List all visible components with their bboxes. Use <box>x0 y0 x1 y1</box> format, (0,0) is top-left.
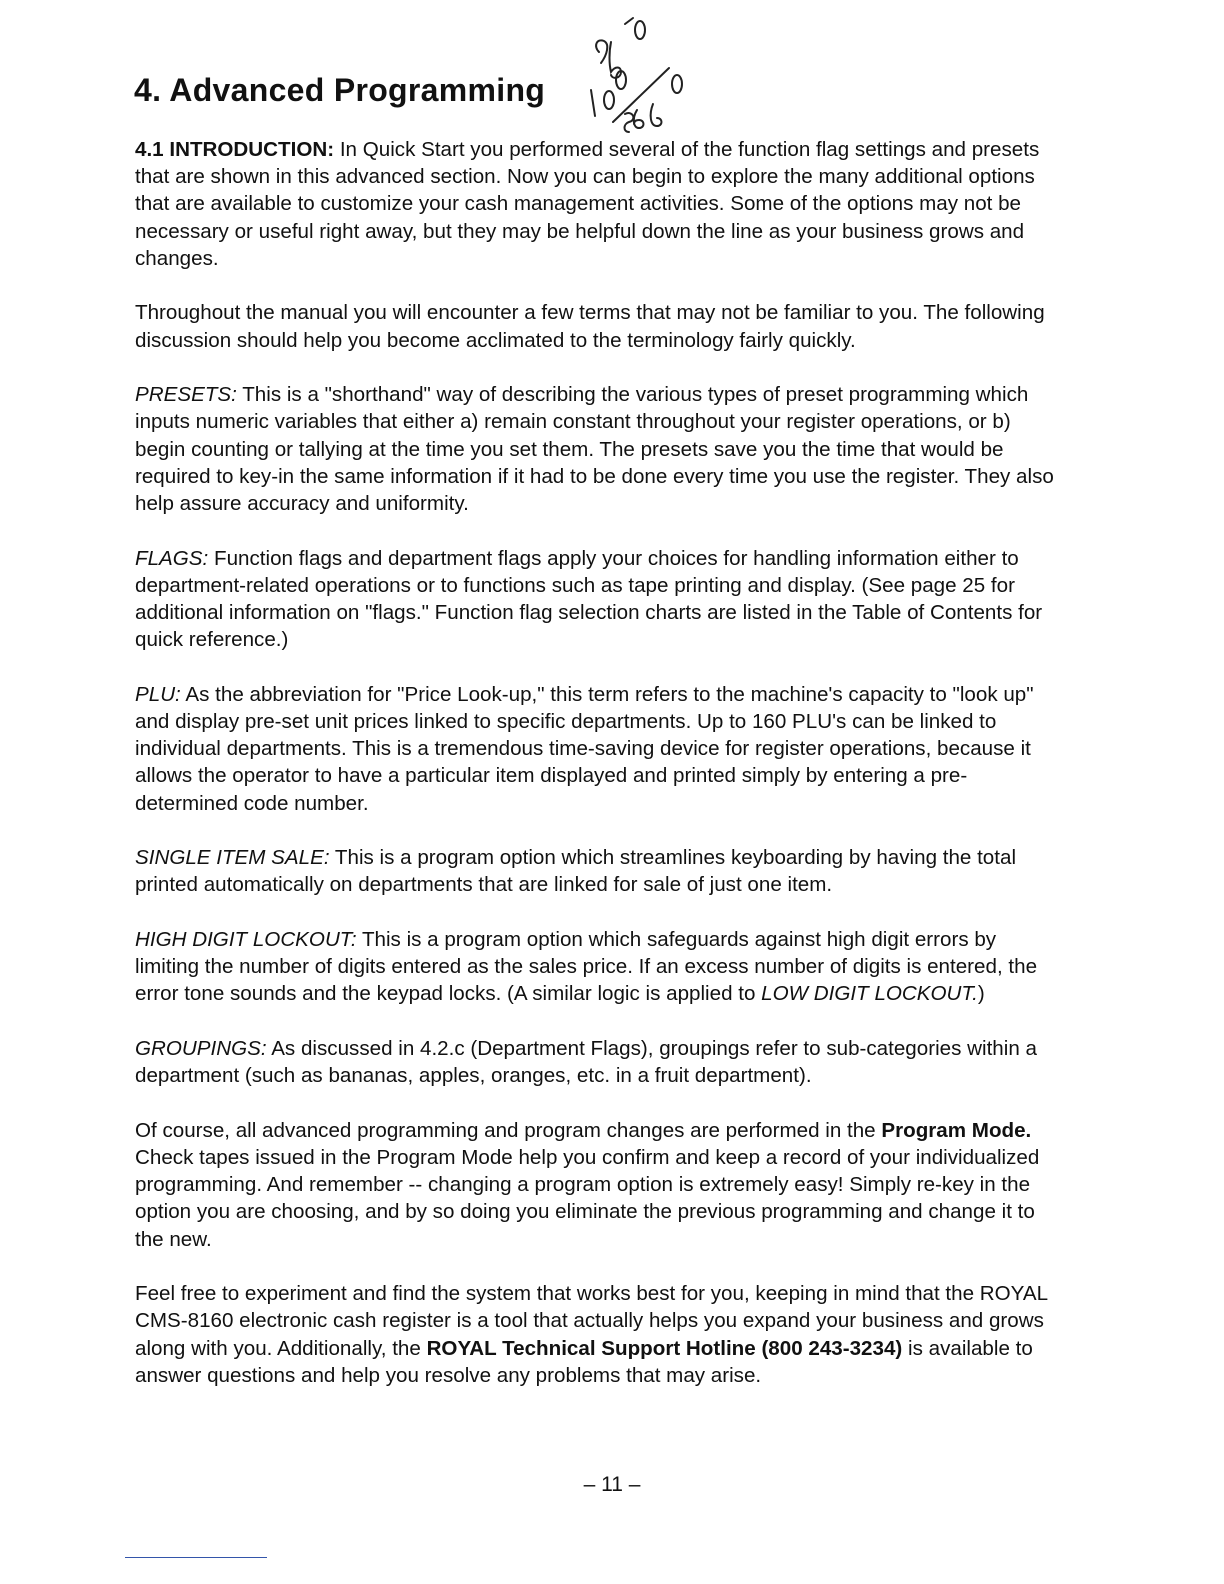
footer-divider <box>125 1557 267 1558</box>
low-digit-lockout-close: ) <box>977 982 985 1006</box>
handwritten-1056 <box>625 104 662 132</box>
handwritten-960 <box>596 18 645 78</box>
closing-text: is available to answer questions and help you resolve any problems that may arise. <box>135 1336 1033 1387</box>
support-hotline: ROYAL Technical Support Hotline (800 243-3234) <box>426 1336 903 1360</box>
introduction-text: In Quick Start you performed several of the function flag settings and presets that are shown in this advanced section. Now you can begin to explore the many additional options that are available to customize your cash management activities. Some of the options may not be necessary or useful right away, but they may be helpful down the line as your business grows and changes. <box>135 138 1040 270</box>
plu-term: PLU: <box>135 682 181 706</box>
single-item-sale-paragraph <box>135 844 1055 898</box>
groupings-term: GROUPINGS: <box>135 1037 267 1061</box>
program-mode-lead: Of course, all advanced programming and program changes are performed in the <box>135 1118 876 1142</box>
high-digit-lockout-paragraph <box>135 926 1055 1008</box>
groupings-paragraph <box>135 1035 1055 1089</box>
page-number: – 11 – <box>583 1473 641 1496</box>
section-heading: 4. Advanced Programming <box>134 72 546 108</box>
flags-term: FLAGS: <box>135 546 209 570</box>
program-mode-bold: Program Mode. <box>881 1118 1032 1142</box>
closing-paragraph <box>135 1280 1055 1389</box>
plu-paragraph <box>135 681 1055 817</box>
introduction-label: 4.1 INTRODUCTION: <box>135 138 335 161</box>
handwritten-1000 <box>591 68 682 122</box>
program-mode-text: Check tapes issued in the Program Mode help you confirm and keep a record of your individualized programming. And remember -- changing a program option is extremely easy! Simply re-key in the option you are choosing, and by so doing you eliminate the previous programming and change it to the new. <box>135 1146 1040 1251</box>
flags-text: Function flags and department flags apply your choices for handling information either to department-related operations or to functions such as tape printing and display. (See page 25 for additional information on "flags." Function flag selection charts are listed in the Table of Contents for quick reference.) <box>135 546 1043 652</box>
handwritten-annotation <box>585 12 695 142</box>
plu-text: As the abbreviation for "Price Look-up," this term refers to the machine's capacity to "look up" and display pre-set unit prices linked to specific departments. Up to 160 PLU's can be linked to individual departments. This is a tremendous time-saving device for register operations, because it allows the operator to have a particular item displayed and printed simply by entering a pre-determined code number. <box>135 682 1034 815</box>
terms-intro-paragraph: Throughout the manual you will encounter a few terms that may not be familiar to you. The following discussion should help you become acclimated to the terminology fairly quickly. <box>135 301 1045 352</box>
presets-text: This is a "shorthand" way of describing the various types of preset programming which inputs numeric variables that either a) remain constant throughout your register operations, or b) begin counting or tallying at the time you set them. The presets save you the time that would be required to key-in the same information if it had to be done every time you use the register. They also help assure accuracy and uniformity. <box>135 383 1054 516</box>
presets-paragraph <box>135 381 1055 517</box>
closing-lead: Feel free to experiment and find the system that works best for you, keeping in mind that the ROYAL CMS-8160 electronic cash register is a tool that actually helps you expand your business and grows along with you. Additionally, the <box>135 1282 1048 1360</box>
low-digit-lockout-term: LOW DIGIT LOCKOUT. <box>761 982 978 1006</box>
groupings-text: As discussed in 4.2.c (Department Flags), groupings refer to sub-categories within a department (such as bananas, apples, oranges, etc. in a fruit department). <box>135 1037 1037 1088</box>
high-digit-lockout-term: HIGH DIGIT LOCKOUT: <box>135 928 357 952</box>
single-item-sale-term: SINGLE ITEM SALE: <box>135 846 330 870</box>
high-digit-lockout-text: This is a program option which safeguards against high digit errors by limiting the number of digits entered as the sales price. If an excess number of digits is entered, the error tone sounds and the keypad locks. (A similar logic is applied to <box>135 928 1038 1006</box>
flags-paragraph <box>135 545 1055 654</box>
single-item-sale-text: This is a program option which streamlines keyboarding by having the total printed automatically on departments that are linked for sale of just one item. <box>135 846 1017 897</box>
document-body <box>135 136 1055 1416</box>
presets-term: PRESETS: <box>135 383 237 407</box>
introduction-paragraph <box>135 136 1055 272</box>
program-mode-paragraph <box>135 1117 1055 1253</box>
